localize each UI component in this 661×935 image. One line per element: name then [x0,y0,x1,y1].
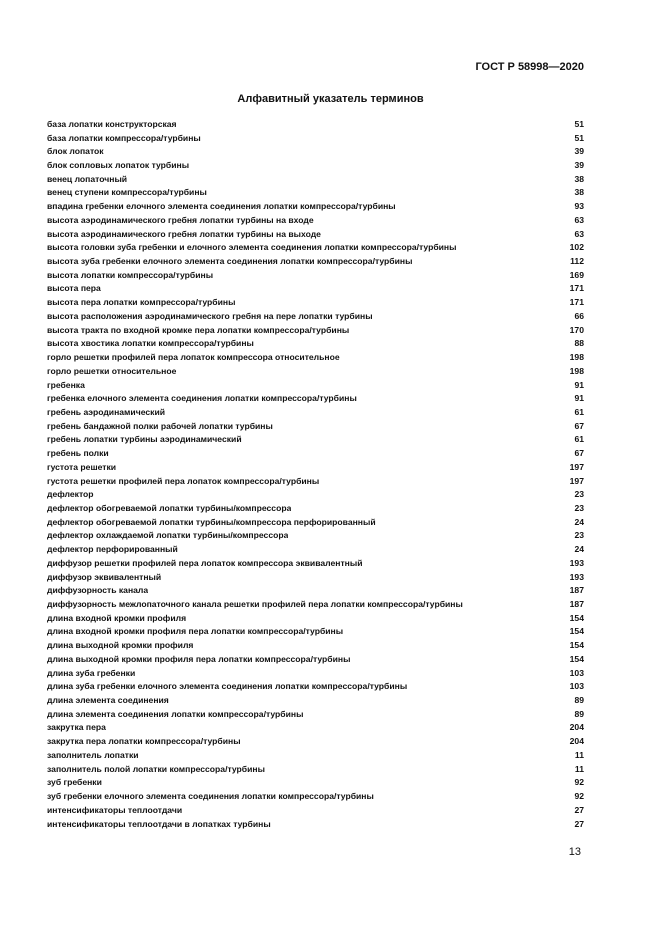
index-term: длина зуба гребенки елочного элемента соединения лопатки компрессора/турбины [47,681,408,692]
index-title: Алфавитный указатель терминов [237,93,424,105]
index-entry [47,378,584,392]
index-entry [47,789,584,803]
index-term: блок лопаток [47,146,104,157]
index-entry [47,419,584,433]
index-entry [47,323,584,337]
index-entry [47,364,584,378]
index-page-ref: 198 [569,352,584,363]
index-term: длина элемента соединения лопатки компрессора/турбины [47,708,304,719]
index-term: гребень полки [47,448,109,459]
index-entry [47,597,584,611]
index-page-ref: 154 [569,626,584,637]
index-term: высота лопатки компрессора/турбины [47,269,214,280]
index-page-ref: 51 [574,118,584,129]
index-entry [47,227,584,241]
index-entry [47,474,584,488]
index-entry [47,625,584,639]
index-entry [47,542,584,556]
index-term: впадина гребенки елочного элемента соединения лопатки компрессора/турбины [47,201,396,212]
index-entry [47,213,584,227]
index-entry [47,446,584,460]
index-term: длина выходной кромки профиля пера лопатки компрессора/турбины [47,653,351,664]
index-page-ref: 61 [574,434,584,445]
index-term: зуб гребенки [47,777,102,788]
index-term: диффузорность межлопаточного канала решетки профилей пера лопатки компрессора/турбины [47,599,463,610]
index-page-ref: 154 [569,653,584,664]
index-entry [47,131,584,145]
index-entry [47,611,584,625]
index-page-ref: 61 [574,406,584,417]
index-entry [47,282,584,296]
index-page-ref: 88 [574,338,584,349]
index-term: гребень бандажной полки рабочей лопатки турбины [47,420,273,431]
index-page-ref: 66 [574,310,584,321]
index-page-ref: 103 [569,667,584,678]
index-term: гребенка [47,379,85,390]
index-term: дефлектор [47,489,94,500]
index-page-ref: 63 [574,228,584,239]
index-entry [47,501,584,515]
index-page-ref: 39 [574,146,584,157]
index-entry [47,460,584,474]
index-page-ref: 23 [574,530,584,541]
index-entry [47,391,584,405]
index-page-ref: 171 [569,283,584,294]
index-term: закрутка пера лопатки компрессора/турбины [47,736,241,747]
index-entry [47,186,584,200]
index-page-ref: 154 [569,612,584,623]
index-term: база лопатки конструкторская [47,118,177,129]
index-term: высота головки зуба гребенки и елочного элемента соединения лопатки компрессора/турбины [47,242,457,253]
index-entry [47,666,584,680]
index-entry [47,583,584,597]
index-term: высота пера [47,283,101,294]
index-term: горло решетки профилей пера лопаток компрессора относительное [47,352,340,363]
index-page-ref: 24 [574,516,584,527]
index-page-ref: 91 [574,393,584,404]
index-page-ref: 38 [574,173,584,184]
index-entry [47,707,584,721]
index-term: гребень аэродинамический [47,406,166,417]
index-entry [47,117,584,131]
index-entry [47,268,584,282]
index-term: длина выходной кромки профиля [47,640,194,651]
index-entry [47,762,584,776]
index-page-ref: 63 [574,214,584,225]
index-page-ref: 23 [574,489,584,500]
index-term: дефлектор обогреваемой лопатки турбины/компрессора перфорированный [47,516,376,527]
index-entry [47,254,584,268]
index-entry [47,158,584,172]
index-page-ref: 154 [569,640,584,651]
index-entry [47,803,584,817]
index-page-ref: 112 [570,256,584,267]
index-entry [47,309,584,323]
index-entry [47,817,584,831]
index-entry [47,721,584,735]
index-page-ref: 23 [574,502,584,513]
index-page-ref: 67 [574,448,584,459]
index-page-ref: 198 [569,365,584,376]
index-entry [47,350,584,364]
index-page-ref: 27 [574,818,584,829]
index-page-ref: 24 [574,544,584,555]
index-entry [47,679,584,693]
index-page-ref: 187 [569,599,584,610]
index-term: высота пера лопатки компрессора/турбины [47,297,236,308]
index-term: длина входной кромки профиля [47,612,187,623]
index-term: диффузор решетки профилей пера лопаток компрессора эквивалентный [47,557,363,568]
index-page-ref: 170 [569,324,584,335]
index-entry [47,776,584,790]
index-term: венец ступени компрессора/турбины [47,187,207,198]
index-page-ref: 93 [574,201,584,212]
index-entry [47,734,584,748]
index-term: заполнитель полой лопатки компрессора/турбины [47,763,265,774]
index-entry [47,199,584,213]
index-term: длина элемента соединения [47,695,169,706]
index-page-ref: 102 [569,242,584,253]
index-page-ref: 89 [574,695,584,706]
index-page-ref: 197 [569,475,584,486]
index-page-ref: 91 [574,379,584,390]
term-index-list [47,117,584,830]
index-term: дефлектор перфорированный [47,544,178,555]
index-page-ref: 89 [574,708,584,719]
index-entry [47,405,584,419]
index-page-ref: 38 [574,187,584,198]
index-term: венец лопаточный [47,173,128,184]
index-page-ref: 92 [574,791,584,802]
index-page-ref: 193 [569,557,584,568]
index-term: блок сопловых лопаток турбины [47,160,190,171]
index-page-ref: 103 [569,681,584,692]
index-page-ref: 169 [569,269,584,280]
index-term: густота решетки [47,461,117,472]
index-term: длина зуба гребенки [47,667,136,678]
index-entry [47,693,584,707]
index-term: высота аэродинамического гребня лопатки турбины на входе [47,214,314,225]
index-entry [47,748,584,762]
index-page-ref: 51 [574,132,584,143]
index-term: диффузорность канала [47,585,149,596]
index-term: высота расположения аэродинамического гребня на пере лопатки турбины [47,310,373,321]
index-entry [47,487,584,501]
index-entry [47,652,584,666]
index-term: длина входной кромки профиля пера лопатки компрессора/турбины [47,626,344,637]
index-term: гребенка елочного элемента соединения лопатки компрессора/турбины [47,393,357,404]
index-page-ref: 197 [569,461,584,472]
index-term: высота аэродинамического гребня лопатки турбины на выходе [47,228,321,239]
index-entry [47,144,584,158]
index-term: высота хвостика лопатки компрессора/турбины [47,338,254,349]
index-page-ref: 39 [574,160,584,171]
index-entry [47,295,584,309]
index-term: интенсификаторы теплоотдачи в лопатках турбины [47,818,271,829]
index-entry [47,529,584,543]
index-term: дефлектор обогреваемой лопатки турбины/компрессора [47,502,292,513]
index-entry [47,433,584,447]
index-page-ref: 11 [574,763,584,774]
index-term: дефлектор охлаждаемой лопатки турбины/компрессора [47,530,289,541]
index-term: густота решетки профилей пера лопаток компрессора/турбины [47,475,320,486]
index-entry [47,556,584,570]
index-page-ref: 67 [574,420,584,431]
index-page-ref: 11 [574,749,584,760]
index-term: закрутка пера [47,722,106,733]
index-term: высота тракта по входной кромке пера лопатки компрессора/турбины [47,324,350,335]
index-entry [47,638,584,652]
document-standard-header: ГОСТ Р 58998—2020 [475,61,584,73]
index-page-ref: 204 [569,736,584,747]
index-entry [47,515,584,529]
index-term: заполнитель лопатки [47,749,139,760]
index-page-ref: 27 [574,804,584,815]
index-term: высота зуба гребенки елочного элемента соединения лопатки компрессора/турбины [47,256,413,267]
page-number: 13 [568,846,581,858]
index-entry [47,172,584,186]
index-page-ref: 193 [569,571,584,582]
index-term: диффузор эквивалентный [47,571,162,582]
index-entry [47,337,584,351]
index-term: база лопатки компрессора/турбины [47,132,201,143]
index-term: горло решетки относительное [47,365,177,376]
index-page-ref: 92 [574,777,584,788]
index-page-ref: 187 [569,585,584,596]
index-page-ref: 204 [569,722,584,733]
index-term: интенсификаторы теплоотдачи [47,804,183,815]
index-term: гребень лопатки турбины аэродинамический [47,434,242,445]
index-page-ref: 171 [569,297,584,308]
index-term: зуб гребенки елочного элемента соединения лопатки компрессора/турбины [47,791,374,802]
index-entry [47,570,584,584]
index-entry [47,240,584,254]
